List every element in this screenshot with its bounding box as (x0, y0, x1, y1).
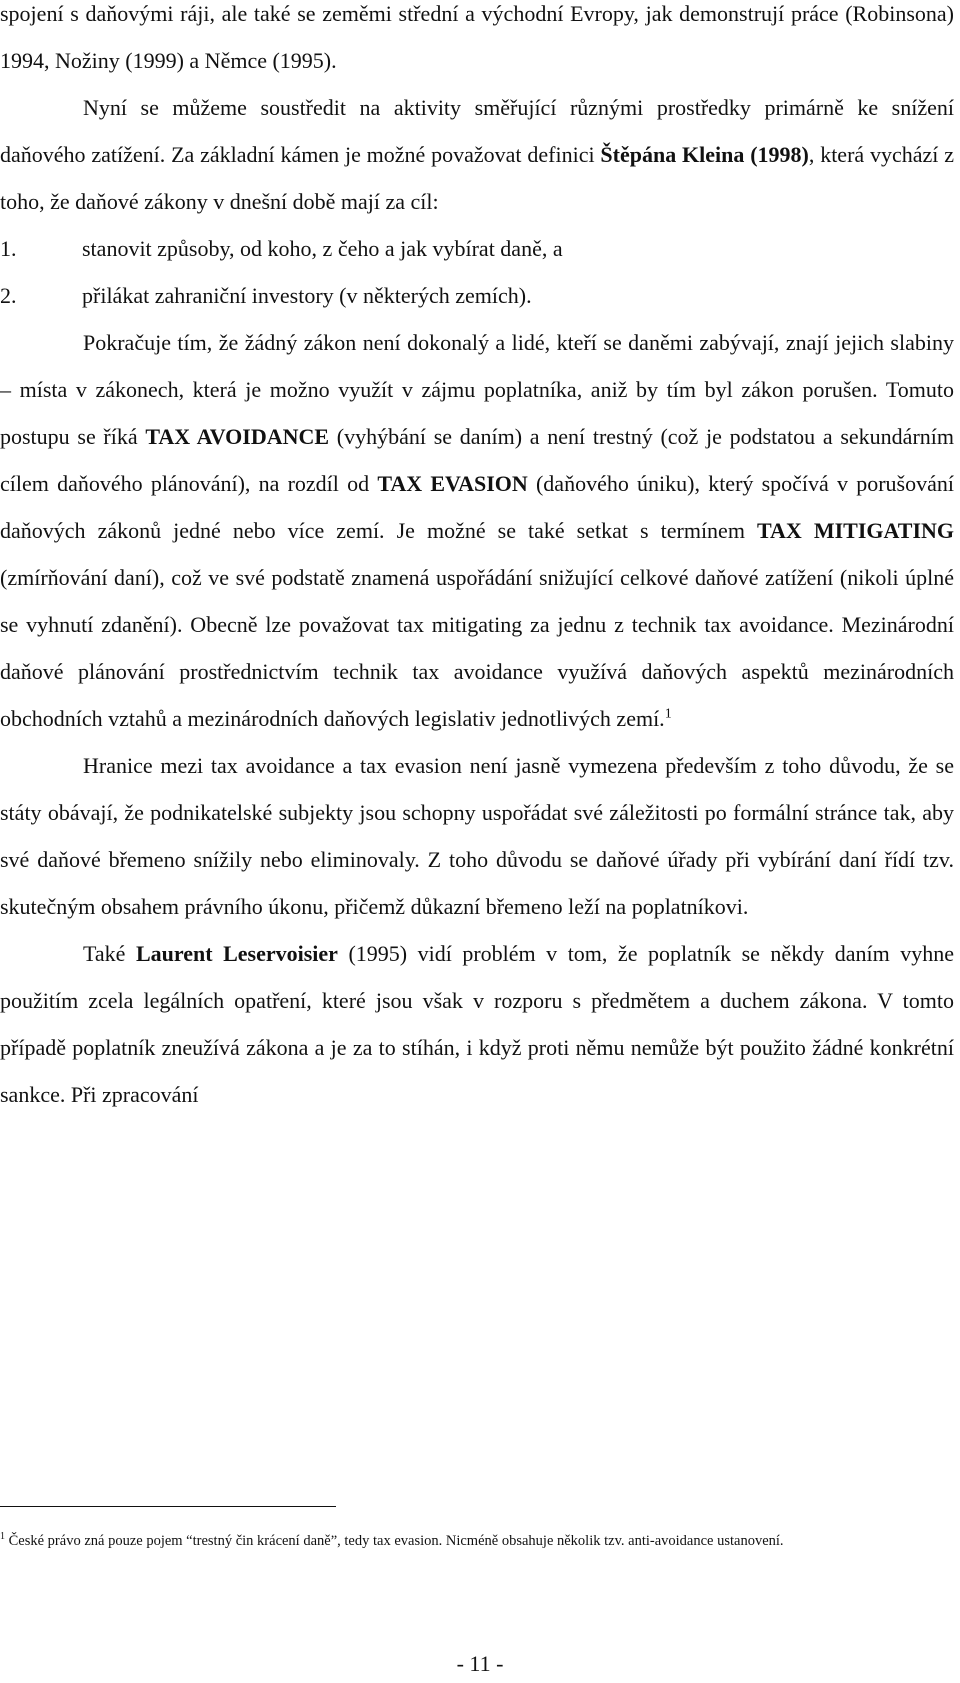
footnote-text: České právo zná pouze pojem “trestný čin krácení daně”, tedy tax evasion. Nicméně obsahuje několik tzv. anti-avoidance ustanovení. (5, 1533, 784, 1549)
paragraph-2-text-a: Pokračuje tím, že žádný zákon není dokonalý a lidé, kteří se daněmi zabývají, znají jejich slabiny – místa v zákonech, která je možno využít v zájmu poplatníka, aniž by tím byl zákon porušen. Tomuto postupu se říká (0, 330, 954, 449)
term-tax-avoidance: TAX AVOIDANCE (145, 424, 330, 449)
footnote (0, 1525, 954, 1557)
list-item-number: 1. (0, 236, 17, 261)
term-tax-evasion: TAX EVASION (377, 471, 528, 496)
page-number: - 11 - (456, 1651, 504, 1676)
paragraph-0 (0, 0, 954, 84)
paragraph-1 (0, 84, 954, 225)
paragraph-4-text-b: (1995) vidí problém v tom, že poplatník se někdy daním vyhne použitím zcela legálních opatření, které jsou však v rozporu s předmětem a duchem zákona. V tomto případě poplatník zneužívá zákona a je za to stíhán, i když proti němu nemůže být použito žádné konkrétní sankce. Při zpracování (0, 941, 954, 1107)
paragraph-3-text: Hranice mezi tax avoidance a tax evasion není jasně vymezena především z toho důvodu, že se státy obávají, že podnikatelské subjekty jsou schopny uspořádat své záležitosti po formální stránce tak, aby své daňové břemeno snížily nebo eliminovaly. Z toho důvodu se daňové úřady při vybírání daní řídí tzv. skutečným obsahem právního úkonu, přičemž důkazní břemeno leží na poplatníkovi. (0, 753, 954, 919)
paragraph-2-text-d: (zmírňování daní), což ve své podstatě znamená uspořádání snižující celkové daňové zatížení (nikoli úplné se vyhnutí zdanění). Obecně lze považovat tax mitigating za jednu z technik tax avoidance. Mezinárodní daňové plánování prostřednictvím technik tax avoidance využívá daňových aspektů mezinárodních obchodních vztahů a mezinárodních daňových legislativ jednotlivých zemí. (0, 565, 954, 731)
paragraph-2-text-c: (daňového úniku), který spočívá v porušování daňových zákonů jedné nebo více zemí. Je možné se také setkat s termínem (0, 471, 954, 543)
footnote-separator (0, 1506, 336, 1507)
paragraph-2-text-b: (vyhýbání se daním) a není trestný (což je podstatou a sekundárním cílem daňového plánování), na rozdíl od (0, 424, 955, 496)
footnote-reference[interactable]: 1 (664, 706, 672, 722)
footnote-marker: 1 (0, 1531, 5, 1543)
list-item (0, 272, 954, 319)
goals-list (0, 225, 954, 319)
list-item-number: 2. (0, 283, 17, 308)
paragraph-1-text-a: Nyní se můžeme soustředit na aktivity směřující různými prostředky primárně ke snížení daňového zatížení. Za základní kámen je možné považovat definici (0, 95, 954, 167)
paragraph-2 (0, 319, 954, 742)
paragraph-1-text-b: , která vychází z toho, že daňové zákony v dnešní době mají za cíl: (0, 142, 954, 214)
paragraph-0-text: spojení s daňovými ráji, ale také se zeměmi střední a východní Evropy, jak demonstrují práce (Robinsona) 1994, Nožiny (1999) a Němce (1995). (0, 1, 954, 73)
list-item-text: stanovit způsoby, od koho, z čeho a jak vybírat daně, a (82, 236, 563, 261)
list-item-text: přilákat zahraniční investory (v některých zemích). (82, 283, 532, 308)
term-tax-mitigating: TAX MITIGATING (756, 518, 955, 543)
list-item (0, 225, 954, 272)
author-name-klein: Štěpána Kleina (1998) (600, 142, 809, 167)
paragraph-3 (0, 742, 954, 930)
paragraph-4-text-a: Také (83, 941, 136, 966)
paragraph-4 (0, 930, 954, 1118)
author-name-leservoisier: Laurent Leservoisier (135, 941, 338, 966)
